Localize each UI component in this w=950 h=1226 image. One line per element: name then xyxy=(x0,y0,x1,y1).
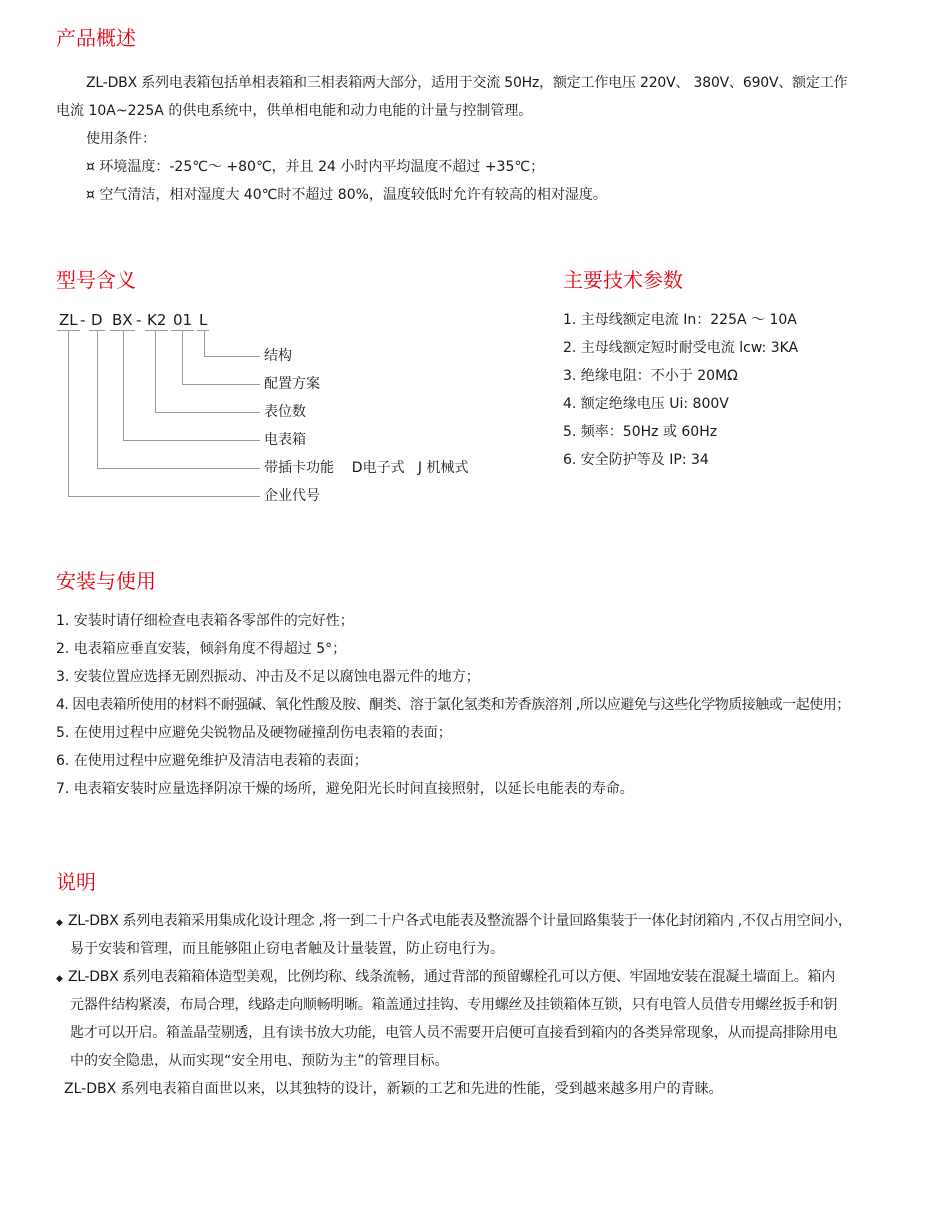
install-item: 3. 安装位置应选择无剧烈振动、冲击及不足以腐蚀电器元件的地方； xyxy=(56,669,480,685)
note-bullet-2-line3: 匙才可以开启。箱盖晶莹剔透，且有读书放大功能，电管人员不需要开启便可直接看到箱内的各类异常现象，从而提高排除用电 xyxy=(70,1025,838,1041)
connector-line xyxy=(123,331,124,440)
overview-paragraph-line1: ZL-DBX 系列电表箱包括单相表箱和三相表箱两大部分，适用于交流 50Hz，额定工作电压 220V、 380V、690V、额定工作 xyxy=(86,75,848,91)
code-part-l: L xyxy=(199,311,208,329)
notes-closing: ZL-DBX 系列电表箱自面世以来，以其独特的设计，新颖的工艺和先进的性能，受到越来越多用户的青睐。 xyxy=(64,1081,723,1097)
model-label-company-code: 企业代号 xyxy=(264,488,320,504)
diamond-bullet-icon: ◆ xyxy=(56,918,63,928)
note-bullet-1-line1 xyxy=(56,907,852,937)
code-part-01: 01 xyxy=(173,311,193,329)
install-item: 7. 电表箱安装时应量选择阴凉干燥的场所，避免阳光长时间直接照射，以延长电能表的寿命。 xyxy=(56,781,634,797)
connector-line xyxy=(204,356,260,357)
note-text: ZL-DBX 系列电表箱采用集成化设计理念 ,将一到二十户各式电能表及整流器个计量回路集装于一体化封闭箱内 ,不仅占用空间小， xyxy=(68,913,852,929)
install-item: 2. 电表箱应垂直安装，倾斜角度不得超过 5°； xyxy=(56,641,347,657)
model-label-meter-box: 电表箱 xyxy=(264,432,306,448)
model-heading: 型号含义 xyxy=(56,268,136,292)
notes-heading: 说明 xyxy=(56,870,96,894)
connector-line xyxy=(204,331,205,356)
model-label-meter-count: 表位数 xyxy=(264,404,306,420)
install-item: 6. 在使用过程中应避免维护及清洁电表箱的表面； xyxy=(56,753,368,769)
spec-item: 6. 安全防护等及 IP: 34 xyxy=(563,452,709,468)
specs-heading: 主要技术参数 xyxy=(563,268,683,292)
note-bullet-2-line1 xyxy=(56,963,835,993)
code-part-bx: BX xyxy=(112,311,133,329)
install-item: 4. 因电表箱所使用的材料不耐强碱、氧化性酸及胺、酮类、溶于氯化氢类和芳香族溶剂 ,所以应避免与这些化学物质接触或一起使用； xyxy=(56,697,850,713)
spec-item: 2. 主母线额定短时耐受电流 lcw: 3KA xyxy=(563,340,799,356)
code-sep: - xyxy=(80,311,86,329)
spec-item: 1. 主母线额定电流 In：225A ～ 10A xyxy=(563,312,797,328)
note-text: ZL-DBX 系列电表箱箱体造型美观，比例均称、线条流畅，通过背部的预留螺栓孔可以方便、牢固地安装在混凝土墙面上。箱内 xyxy=(68,969,835,985)
model-label-card-function: 带插卡功能 D电子式 J 机械式 xyxy=(264,460,469,476)
install-heading: 安装与使用 xyxy=(56,569,156,593)
connector-line xyxy=(182,331,183,384)
connector-line xyxy=(123,440,260,441)
install-item: 1. 安装时请仔细检查电表箱各零部件的完好性； xyxy=(56,613,354,629)
overview-heading: 产品概述 xyxy=(56,26,136,50)
conditions-label: 使用条件： xyxy=(86,131,156,147)
diamond-bullet-icon: ◆ xyxy=(56,974,63,984)
spec-item: 3. 绝缘电阻：不小于 20MΩ xyxy=(563,368,738,384)
connector-line xyxy=(155,331,156,412)
note-bullet-1-line2: 易于安装和管理，而且能够阻止窃电者触及计量装置，防止窃电行为。 xyxy=(70,941,504,957)
code-sep: - xyxy=(136,311,142,329)
connector-line xyxy=(68,331,69,496)
spec-item: 4. 额定绝缘电压 Ui: 800V xyxy=(563,396,729,412)
spec-item: 5. 频率：50Hz 或 60Hz xyxy=(563,424,718,440)
install-list xyxy=(56,607,850,803)
code-part-d: D xyxy=(91,311,103,329)
overview-paragraph-line2: 电流 10A~225A 的供电系统中，供单相电能和动力电能的计量与控制管理。 xyxy=(56,103,533,119)
specs-list xyxy=(563,306,798,474)
model-label-config: 配置方案 xyxy=(264,376,320,392)
connector-line xyxy=(97,331,98,468)
note-bullet-2-line2: 元器件结构紧凑，布局合理，线路走向顺畅明晰。箱盖通过挂钩、专用螺丝及挂锁箱体互锁，只有电管人员借专用螺丝扳手和钥 xyxy=(70,997,838,1013)
code-part-k2: K2 xyxy=(147,311,167,329)
connector-line xyxy=(97,468,260,469)
model-code xyxy=(0,310,300,330)
condition-item: ¤ 环境温度：-25℃～ +80℃，并且 24 小时内平均温度不超过 +35℃； xyxy=(86,159,545,175)
connector-line xyxy=(155,412,260,413)
connector-line xyxy=(182,384,260,385)
model-label-structure: 结构 xyxy=(264,348,292,364)
install-item: 5. 在使用过程中应避免尖锐物品及硬物碰撞刮伤电表箱的表面； xyxy=(56,725,452,741)
condition-item: ¤ 空气清洁，相对湿度大 40℃时不超过 80%，温度较低时允许有较高的相对湿度。 xyxy=(86,187,607,203)
connector-line xyxy=(68,496,260,497)
code-part-zl: ZL xyxy=(59,311,78,329)
note-bullet-2-line4: 中的安全隐患，从而实现“安全用电、预防为主”的管理目标。 xyxy=(70,1053,449,1069)
